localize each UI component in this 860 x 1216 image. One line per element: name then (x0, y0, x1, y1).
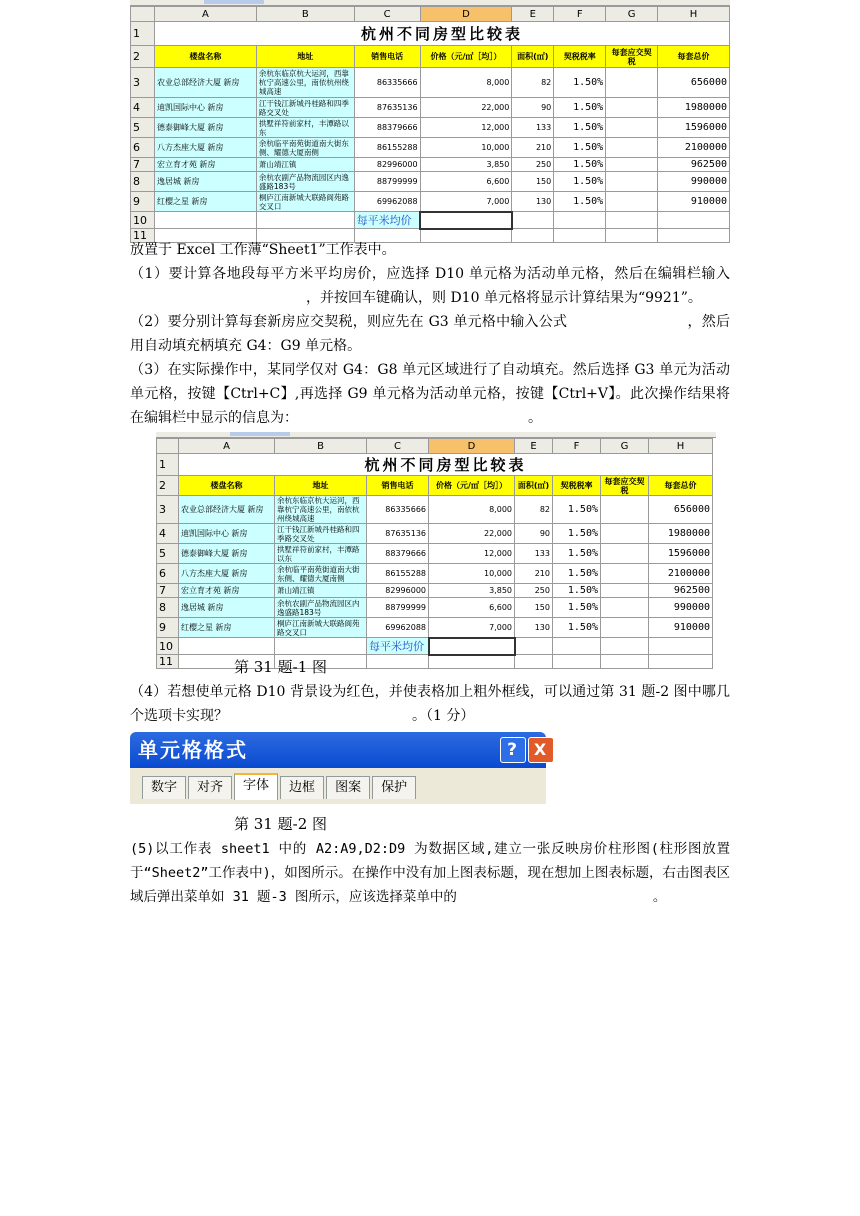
row-header[interactable]: 3 (131, 68, 155, 98)
empty-cell[interactable] (429, 655, 515, 669)
cell-h10[interactable] (658, 212, 730, 229)
cell-tax-amount[interactable] (606, 172, 658, 192)
question-1 (130, 262, 730, 310)
column-title-cell[interactable]: 每套应交契税 (601, 476, 649, 496)
column-header-g[interactable]: G (606, 7, 658, 22)
cell-address[interactable]: 桐庐江南新城大联路阆苑路交叉口 (256, 192, 354, 212)
cell-area[interactable]: 250 (512, 158, 554, 172)
row-header[interactable]: 9 (131, 192, 155, 212)
tab-border[interactable]: 边框 (280, 776, 324, 799)
cell-phone[interactable]: 87635136 (354, 98, 420, 118)
question-4 (130, 680, 730, 728)
cell-property-name[interactable]: 八方杰座大厦 新房 (154, 138, 256, 158)
row-header[interactable]: 11 (157, 655, 179, 669)
formula-bar-edge (156, 432, 716, 438)
sheet-title[interactable]: 杭州不同房型比较表 (154, 22, 729, 46)
row-header[interactable]: 6 (157, 564, 179, 584)
column-header-c[interactable]: C (367, 439, 429, 454)
column-title-cell[interactable]: 每套总价 (649, 476, 713, 496)
cell-tax-amount[interactable] (601, 618, 649, 638)
cell-b10[interactable] (256, 212, 354, 229)
column-title-cell[interactable]: 契税税率 (554, 46, 606, 68)
cell-average-label[interactable]: 每平米均价 (367, 638, 429, 655)
tab-font[interactable]: 字体 (234, 773, 278, 800)
cell-price[interactable]: 3,850 (420, 158, 512, 172)
column-title-cell[interactable]: 面积(㎡) (515, 476, 553, 496)
row-header[interactable]: 2 (157, 476, 179, 496)
column-title-cell[interactable]: 楼盘名称 (154, 46, 256, 68)
question-5-part-a: (5)以工作表 sheet1 中的 A2:A9,D2:D9 为数据区域,建立一张反映房价柱形图(柱形图放置于“Sheet2”工作表中)，如图所示。在操作中没有加上图表标题，现在想加上图表标题，右击图表区域后弹出菜单如 31 题-3 图所示，应该选择菜单中的 (130, 841, 730, 905)
row-header[interactable]: 10 (131, 212, 155, 229)
cell-average-label[interactable]: 每平米均价 (354, 212, 420, 229)
question-5-part-b: 。 (652, 889, 667, 905)
column-header-d[interactable]: D (429, 439, 515, 454)
intro-text: 放置于 Excel 工作薄“Sheet1”工作表中。 (130, 242, 396, 258)
cell-address[interactable]: 江干钱江新城丹桂路和四季路交叉处 (275, 524, 367, 544)
formula-bar-edge (130, 0, 730, 6)
cell-total-price[interactable]: 1596000 (658, 118, 730, 138)
cell-address[interactable]: 余杭临平南苑街道南大街东侧、耀德大厦南侧 (256, 138, 354, 158)
column-title-cell[interactable]: 面积(㎡) (512, 46, 554, 68)
cell-phone[interactable]: 82996000 (354, 158, 420, 172)
cell-property-name[interactable]: 逸居城 新房 (179, 598, 275, 618)
column-header-f[interactable]: F (553, 439, 601, 454)
column-header-d[interactable]: D (420, 7, 512, 22)
cell-property-name[interactable]: 红樱之星 新房 (179, 618, 275, 638)
row-header[interactable]: 1 (157, 454, 179, 476)
cell-address[interactable]: 桐庐江南新城大联路阆苑路交叉口 (275, 618, 367, 638)
cell-price[interactable]: 8,000 (420, 68, 512, 98)
cell-tax-amount[interactable] (601, 564, 649, 584)
cell-area[interactable]: 150 (512, 172, 554, 192)
cell-phone[interactable]: 86335666 (367, 496, 429, 524)
question-5 (130, 837, 730, 909)
question-2-part-b: ，然后用自动填充柄填充 G4：G9 单元格。 (130, 314, 730, 354)
cell-tax-amount[interactable] (601, 496, 649, 524)
row-header[interactable]: 1 (131, 22, 155, 46)
question-3-part-b: 。 (528, 410, 542, 426)
format-cells-dialog (130, 732, 549, 804)
cell-property-name[interactable]: 迪凯国际中心 新房 (179, 524, 275, 544)
cell-price[interactable]: 12,000 (420, 118, 512, 138)
cell-total-price[interactable]: 656000 (649, 496, 713, 524)
cell-tax-amount[interactable] (606, 98, 658, 118)
cell-tax-rate[interactable]: 1.50% (553, 564, 601, 584)
cell-property-name[interactable]: 宏立育才苑 新房 (179, 584, 275, 598)
cell-property-name[interactable]: 红樱之星 新房 (154, 192, 256, 212)
cell-tax-rate[interactable]: 1.50% (553, 584, 601, 598)
question-4-part-a: （4）若想使单元格 D10 背景设为红色，并使表格加上粗外框线，可以通过第 31 题-2 图中哪几个选项卡实现？ (130, 684, 730, 724)
cell-address[interactable]: 萧山靖江镇 (256, 158, 354, 172)
cell-phone[interactable]: 82996000 (367, 584, 429, 598)
cell-tax-rate[interactable]: 1.50% (553, 544, 601, 564)
cell-tax-amount[interactable] (601, 598, 649, 618)
column-header-e[interactable]: E (512, 7, 554, 22)
cell-tax-amount[interactable] (606, 138, 658, 158)
column-title-cell[interactable]: 每套总价 (658, 46, 730, 68)
column-header-e[interactable]: E (515, 439, 553, 454)
cell-tax-rate[interactable]: 1.50% (554, 192, 606, 212)
cell-phone[interactable]: 69962088 (354, 192, 420, 212)
cell-d10-active[interactable] (420, 212, 512, 229)
cell-price[interactable]: 3,850 (429, 584, 515, 598)
row-header[interactable]: 7 (131, 158, 155, 172)
column-title-cell[interactable]: 销售电话 (367, 476, 429, 496)
cell-area[interactable]: 250 (515, 584, 553, 598)
question-3 (130, 358, 730, 430)
cell-tax-amount[interactable] (601, 524, 649, 544)
cell-total-price[interactable]: 1596000 (649, 544, 713, 564)
cell-property-name[interactable]: 迪凯国际中心 新房 (154, 98, 256, 118)
cell-e10[interactable] (515, 638, 553, 655)
cell-area[interactable]: 90 (512, 98, 554, 118)
column-title-cell[interactable]: 地址 (275, 476, 367, 496)
cell-address[interactable]: 余杭农副产品物流园区内逸盛路183号 (256, 172, 354, 192)
cell-total-price[interactable]: 2100000 (649, 564, 713, 584)
name-box-edge (230, 432, 290, 436)
cell-tax-amount[interactable] (606, 192, 658, 212)
dialog-body (130, 768, 546, 804)
cell-price[interactable]: 7,000 (420, 192, 512, 212)
row-header[interactable]: 4 (157, 524, 179, 544)
cell-tax-amount[interactable] (606, 118, 658, 138)
close-button[interactable]: X (528, 737, 554, 763)
empty-cell[interactable] (553, 655, 601, 669)
empty-cell[interactable] (515, 655, 553, 669)
cell-property-name[interactable]: 八方杰座大厦 新房 (179, 564, 275, 584)
cell-area[interactable]: 133 (512, 118, 554, 138)
cell-area[interactable]: 90 (515, 524, 553, 544)
cell-tax-rate[interactable]: 1.50% (554, 138, 606, 158)
cell-property-name[interactable]: 农业总部经济大厦 新房 (154, 68, 256, 98)
cell-phone[interactable]: 88379666 (354, 118, 420, 138)
row-header[interactable]: 10 (157, 638, 179, 655)
empty-cell[interactable] (649, 655, 713, 669)
row-header[interactable]: 4 (131, 98, 155, 118)
cell-tax-amount[interactable] (601, 544, 649, 564)
column-title-cell[interactable]: 地址 (256, 46, 354, 68)
cell-tax-rate[interactable]: 1.50% (554, 118, 606, 138)
column-title-cell[interactable]: 每套应交契税 (606, 46, 658, 68)
cell-phone[interactable]: 86155288 (367, 564, 429, 584)
cell-area[interactable]: 82 (512, 68, 554, 98)
column-header-f[interactable]: F (554, 7, 606, 22)
cell-tax-rate[interactable]: 1.50% (554, 172, 606, 192)
row-header[interactable]: 6 (131, 138, 155, 158)
spreadsheet-figure-1 (130, 0, 730, 240)
cell-phone[interactable]: 86335666 (354, 68, 420, 98)
cell-phone[interactable]: 88799999 (354, 172, 420, 192)
cell-property-name[interactable]: 宏立育才苑 新房 (154, 158, 256, 172)
row-header[interactable]: 7 (157, 584, 179, 598)
cell-tax-rate[interactable]: 1.50% (553, 598, 601, 618)
cell-price[interactable]: 7,000 (429, 618, 515, 638)
cell-tax-amount[interactable] (606, 68, 658, 98)
cell-address[interactable]: 江干钱江新城丹桂路和四季路交叉处 (256, 98, 354, 118)
tab-number[interactable]: 数字 (142, 776, 186, 799)
row-header[interactable]: 11 (131, 229, 155, 243)
cell-total-price[interactable]: 990000 (649, 598, 713, 618)
cell-total-price[interactable]: 910000 (649, 618, 713, 638)
question-1-part-b: ，并按回车键确认，则 D10 单元格将显示计算结果为“9921”。 (306, 290, 702, 306)
tab-alignment[interactable]: 对齐 (188, 776, 232, 799)
column-header-a[interactable]: A (179, 439, 275, 454)
cell-address[interactable]: 余杭临平南苑街道南大街东侧、耀德大厦南侧 (275, 564, 367, 584)
cell-phone[interactable]: 69962088 (367, 618, 429, 638)
row-header[interactable]: 5 (157, 544, 179, 564)
cell-total-price[interactable]: 962500 (658, 158, 730, 172)
empty-cell[interactable] (367, 655, 429, 669)
cell-total-price[interactable]: 1980000 (658, 98, 730, 118)
row-header[interactable]: 5 (131, 118, 155, 138)
cell-tax-rate[interactable]: 1.50% (553, 618, 601, 638)
cell-address[interactable]: 余杭东临京杭大运河，西靠杭宁高速公里，南依杭州绕城高速 (256, 68, 354, 98)
cell-a10[interactable] (154, 212, 256, 229)
column-header-b[interactable]: B (256, 7, 354, 22)
tab-patterns[interactable]: 图案 (326, 776, 370, 799)
dialog-title: 单元格格式 (138, 738, 248, 762)
cell-a10[interactable] (179, 638, 275, 655)
help-button[interactable]: ? (500, 737, 526, 763)
cell-address[interactable]: 余杭农副产品物流园区内逸盛路183号 (275, 598, 367, 618)
row-header[interactable]: 9 (157, 618, 179, 638)
cell-tax-amount[interactable] (606, 158, 658, 172)
question-2-part-a: （2）要分别计算每套新房应交契税，则应先在 G3 单元格中输入公式 (130, 314, 568, 330)
cell-price[interactable]: 8,000 (429, 496, 515, 524)
cell-total-price[interactable]: 656000 (658, 68, 730, 98)
cell-phone[interactable]: 86155288 (354, 138, 420, 158)
cell-tax-rate[interactable]: 1.50% (553, 496, 601, 524)
column-title-cell[interactable]: 销售电话 (354, 46, 420, 68)
cell-area[interactable]: 82 (515, 496, 553, 524)
cell-total-price[interactable]: 910000 (658, 192, 730, 212)
dialog-title-bar (130, 732, 549, 768)
tab-protection[interactable]: 保护 (372, 776, 416, 799)
cell-b10[interactable] (275, 638, 367, 655)
dialog-tabs (142, 776, 418, 800)
row-header[interactable]: 8 (131, 172, 155, 192)
cell-total-price[interactable]: 962500 (649, 584, 713, 598)
cell-tax-rate[interactable]: 1.50% (554, 158, 606, 172)
cell-price[interactable]: 6,600 (429, 598, 515, 618)
cell-property-name[interactable]: 逸居城 新房 (154, 172, 256, 192)
cell-tax-rate[interactable]: 1.50% (554, 68, 606, 98)
cell-total-price[interactable]: 1980000 (649, 524, 713, 544)
column-title-cell[interactable]: 楼盘名称 (179, 476, 275, 496)
spreadsheet-grid (156, 438, 713, 669)
cell-address[interactable]: 余杭东临京杭大运河，西靠杭宁高速公里，南依杭州绕城高速 (275, 496, 367, 524)
column-header-h[interactable]: H (658, 7, 730, 22)
select-all-corner[interactable] (131, 7, 155, 22)
cell-property-name[interactable]: 德泰御峰大厦 新房 (154, 118, 256, 138)
column-header-a[interactable]: A (154, 7, 256, 22)
cell-phone[interactable]: 88799999 (367, 598, 429, 618)
column-header-g[interactable]: G (601, 439, 649, 454)
cell-area[interactable]: 210 (512, 138, 554, 158)
row-header[interactable]: 3 (157, 496, 179, 524)
row-header[interactable]: 2 (131, 46, 155, 68)
cell-price[interactable]: 6,600 (420, 172, 512, 192)
cell-price[interactable]: 10,000 (420, 138, 512, 158)
cell-area[interactable]: 210 (515, 564, 553, 584)
question-3-part-a: （3）在实际操作中，某同学仅对 G4：G8 单元区域进行了自动填充。然后选择 G3 单元为活动单元格，按键【Ctrl+C】,再选择 G9 单元格为活动单元格，按键【Ctrl+V】。此次操作结果将在编辑栏中显示的信息为： (130, 362, 730, 426)
cell-address[interactable]: 拱墅祥符前家村，丰潭路以东 (275, 544, 367, 564)
cell-f10[interactable] (553, 638, 601, 655)
column-header-c[interactable]: C (354, 7, 420, 22)
cell-d10-active[interactable] (429, 638, 515, 655)
cell-area[interactable]: 130 (515, 618, 553, 638)
cell-area[interactable]: 133 (515, 544, 553, 564)
figure-2-caption: 第 31 题-2 图 (234, 815, 328, 833)
empty-cell[interactable] (601, 655, 649, 669)
cell-property-name[interactable]: 德泰御峰大厦 新房 (179, 544, 275, 564)
cell-total-price[interactable]: 990000 (658, 172, 730, 192)
figure-1-caption: 第 31 题-1 图 (234, 658, 328, 676)
question-1-part-a: （1）要计算各地段每平方米平均房价，应选择 D10 单元格为活动单元格，然后在编辑栏输入 (130, 266, 730, 282)
cell-f10[interactable] (554, 212, 606, 229)
cell-phone[interactable]: 88379666 (367, 544, 429, 564)
question-2 (130, 310, 730, 358)
row-header[interactable]: 8 (157, 598, 179, 618)
cell-tax-amount[interactable] (601, 584, 649, 598)
cell-price[interactable]: 10,000 (429, 564, 515, 584)
cell-h10[interactable] (649, 638, 713, 655)
column-header-h[interactable]: H (649, 439, 713, 454)
cell-phone[interactable]: 87635136 (367, 524, 429, 544)
cell-address[interactable]: 萧山靖江镇 (275, 584, 367, 598)
cell-area[interactable]: 130 (512, 192, 554, 212)
cell-area[interactable]: 150 (515, 598, 553, 618)
select-all-corner[interactable] (157, 439, 179, 454)
cell-price[interactable]: 22,000 (420, 98, 512, 118)
column-title-cell[interactable]: 价格（元/㎡［均］） (429, 476, 515, 496)
cell-tax-rate[interactable]: 1.50% (553, 524, 601, 544)
cell-tax-rate[interactable]: 1.50% (554, 98, 606, 118)
column-header-b[interactable]: B (275, 439, 367, 454)
cell-property-name[interactable]: 农业总部经济大厦 新房 (179, 496, 275, 524)
column-title-cell[interactable]: 价格（元/㎡［均］） (420, 46, 512, 68)
cell-g10[interactable] (606, 212, 658, 229)
question-4-part-b: 。（1 分） (412, 708, 475, 724)
cell-price[interactable]: 12,000 (429, 544, 515, 564)
cell-e10[interactable] (512, 212, 554, 229)
cell-price[interactable]: 22,000 (429, 524, 515, 544)
sheet-title[interactable]: 杭州不同房型比较表 (179, 454, 713, 476)
cell-total-price[interactable]: 2100000 (658, 138, 730, 158)
spreadsheet-grid (130, 6, 730, 243)
name-box-edge (204, 0, 264, 4)
cell-g10[interactable] (601, 638, 649, 655)
column-title-cell[interactable]: 契税税率 (553, 476, 601, 496)
cell-address[interactable]: 拱墅祥符前家村，丰潭路以东 (256, 118, 354, 138)
